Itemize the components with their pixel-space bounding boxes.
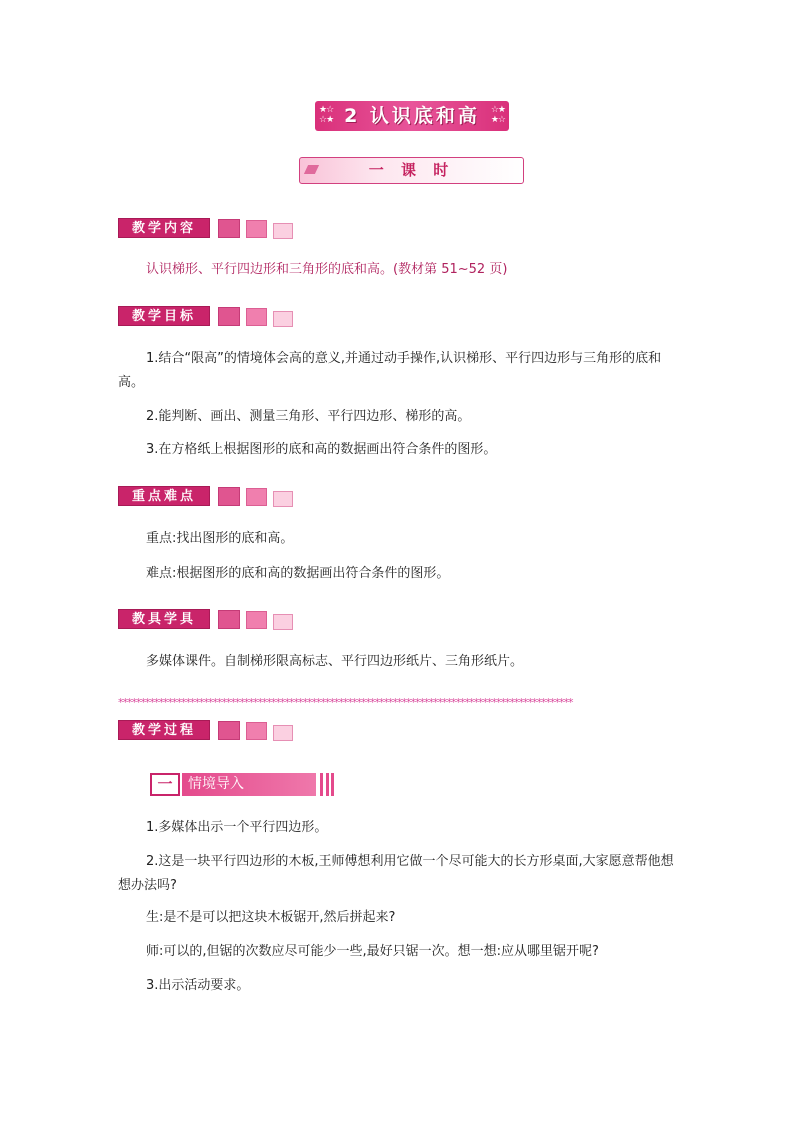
subsection-bar bbox=[182, 773, 316, 796]
square-decoration-icon bbox=[218, 307, 240, 326]
process-item: 生:是不是可以把这块木板锯开,然后拼起来? bbox=[146, 910, 396, 925]
square-decoration-icon bbox=[246, 611, 267, 629]
period-label: 一 课 时 bbox=[368, 161, 455, 179]
period-box bbox=[299, 157, 524, 184]
section-label: 重点难点 bbox=[118, 486, 210, 506]
stripe-decoration bbox=[320, 773, 323, 796]
star-divider: ***************************************************************************************************** bbox=[118, 697, 573, 709]
square-decoration-icon bbox=[273, 311, 293, 327]
section-label: 教学目标 bbox=[118, 306, 210, 326]
process-item: 1.多媒体出示一个平行四边形。 bbox=[146, 820, 328, 835]
square-decoration-icon bbox=[273, 614, 293, 630]
square-decoration-icon bbox=[246, 220, 267, 238]
square-decoration-icon bbox=[218, 610, 240, 629]
process-item: 2.这是一块平行四边形的木板,王师傅想利用它做一个尽可能大的长方形桌面,大家愿意帮他想想办法吗? bbox=[118, 854, 674, 893]
stripe-decoration bbox=[331, 773, 334, 796]
lesson-title-banner bbox=[315, 101, 509, 131]
square-decoration-icon bbox=[218, 487, 240, 506]
star-decoration-icon: ★☆ ☆★ bbox=[319, 105, 334, 125]
square-decoration-icon bbox=[218, 721, 240, 740]
materials-text: 多媒体课件。自制梯形限高标志、平行四边形纸片、三角形纸片。 bbox=[146, 654, 524, 669]
key-point-item: 难点:根据图形的底和高的数据画出符合条件的图形。 bbox=[146, 566, 450, 581]
process-item: 3.出示活动要求。 bbox=[146, 978, 250, 993]
lesson-title: 2 认识底和高 bbox=[344, 105, 480, 127]
goal-item: 3.在方格纸上根据图形的底和高的数据画出符合条件的图形。 bbox=[146, 442, 497, 457]
process-item: 师:可以的,但锯的次数应尽可能少一些,最好只锯一次。想一想:应从哪里锯开呢? bbox=[146, 944, 599, 959]
square-decoration-icon bbox=[273, 491, 293, 507]
subsection-number: 一 bbox=[150, 773, 180, 796]
section-label: 教具学具 bbox=[118, 609, 210, 629]
content-text: 认识梯形、平行四边形和三角形的底和高。(教材第 51~52 页) bbox=[146, 262, 508, 277]
square-decoration-icon bbox=[246, 488, 267, 506]
section-label: 教学内容 bbox=[118, 218, 210, 238]
subsection-title: 情境导入 bbox=[188, 776, 244, 792]
section-label: 教学过程 bbox=[118, 720, 210, 740]
square-decoration-icon bbox=[218, 219, 240, 238]
star-decoration-icon: ☆★ ★☆ bbox=[490, 105, 505, 125]
square-decoration-icon bbox=[273, 223, 293, 239]
goal-item: 1.结合“限高”的情境体会高的意义,并通过动手操作,认识梯形、平行四边形与三角形的底和高。 bbox=[118, 351, 662, 390]
square-decoration-icon bbox=[246, 722, 267, 740]
goal-item: 2.能判断、画出、测量三角形、平行四边形、梯形的高。 bbox=[146, 409, 471, 424]
square-decoration-icon bbox=[273, 725, 293, 741]
subsection-header bbox=[150, 773, 334, 796]
stripe-decoration bbox=[326, 773, 329, 796]
key-point-item: 重点:找出图形的底和高。 bbox=[146, 531, 294, 546]
square-decoration-icon bbox=[246, 308, 267, 326]
